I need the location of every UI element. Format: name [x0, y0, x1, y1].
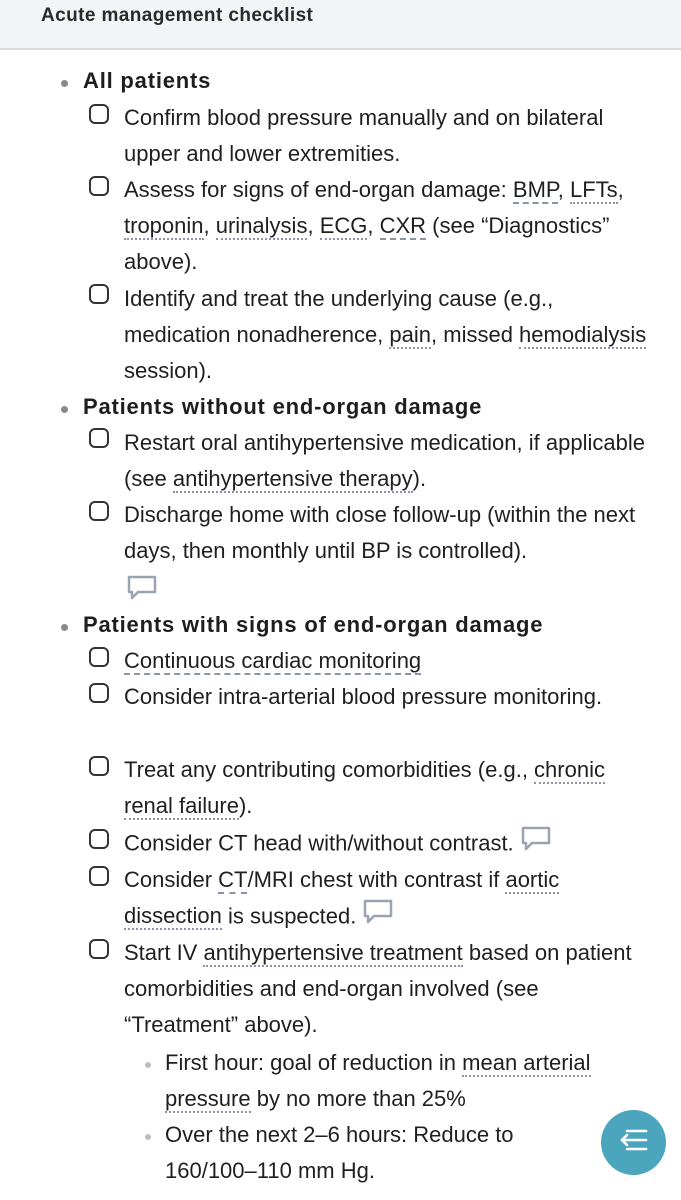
comment-icon[interactable]	[126, 574, 158, 607]
link-hemodialysis[interactable]: hemodialysis	[519, 322, 647, 347]
checkbox-comorbidities[interactable]	[89, 756, 109, 776]
checklist-item-comorbidities: Treat any contributing comorbidities (e.g., chronic renal failure).	[124, 757, 605, 818]
checkbox-discharge-home[interactable]	[89, 501, 109, 521]
link-cxr[interactable]: CXR	[379, 213, 427, 238]
link-chronic-renal-failure[interactable]: chronic renal failure	[124, 757, 605, 818]
link-troponin[interactable]: troponin	[124, 213, 204, 238]
checklist-item-discharge-home: Discharge home with close follow-up (within the next days, then monthly until BP is controlled).	[124, 502, 636, 563]
checkbox-restart-oral[interactable]	[89, 428, 109, 448]
sub-bullet	[145, 1134, 151, 1140]
header-bar	[0, 0, 681, 50]
link-antihypertensive-treatment[interactable]: antihypertensive treatment	[203, 940, 463, 965]
subitem-first-hour: First hour: goal of reduction in mean arterial pressure by no more than 25%	[165, 1050, 591, 1111]
comment-icon[interactable]	[362, 898, 394, 937]
link-mean-arterial-pressure[interactable]: mean arterial pressure	[165, 1050, 591, 1111]
link-antihypertensive-therapy[interactable]: antihypertensive therapy	[172, 466, 413, 491]
link-cardiac-monitoring[interactable]: Continuous cardiac monitoring	[124, 648, 422, 673]
page-title: Acute management checklist	[41, 5, 314, 26]
section-bullet	[61, 406, 68, 413]
link-urinalysis[interactable]: urinalysis	[215, 213, 308, 238]
checklist-item-confirm-bp: Confirm blood pressure manually and on bilateral upper and lower extremities.	[124, 105, 604, 166]
checklist-item-ct-head: Consider CT head with/without contrast.	[124, 825, 654, 864]
section-title-all-patients: All patients	[83, 68, 212, 93]
checklist-item-cardiac-monitoring	[124, 643, 654, 679]
section-title-without-damage: Patients without end-organ damage	[83, 394, 483, 419]
list-back-icon	[619, 1127, 649, 1158]
link-aortic-dissection[interactable]: aortic dissection	[124, 867, 560, 929]
checkbox-identify-cause[interactable]	[89, 284, 109, 304]
section-bullet	[61, 80, 68, 87]
checkbox-ct-mri-chest[interactable]	[89, 866, 109, 886]
checkbox-iv-treatment[interactable]	[89, 939, 109, 959]
checklist-item-identify-cause: Identify and treat the underlying cause (e.g., medication nonadherence, pain, missed hemodialysis session).	[124, 286, 647, 383]
link-lfts[interactable]: LFTs	[569, 177, 618, 202]
checkbox-confirm-bp[interactable]	[89, 104, 109, 124]
checklist-item-restart-oral: Restart oral antihypertensive medication, if applicable (see antihypertensive therapy).	[124, 430, 645, 491]
checklist-item-intra-arterial: Consider intra-arterial blood pressure monitoring.	[124, 684, 603, 709]
link-ecg[interactable]: ECG	[319, 213, 368, 238]
checklist-item-iv-treatment: Start IV antihypertensive treatment based on patient comorbidities and end-organ involved (see “Treatment” above).	[124, 940, 632, 1037]
comment-icon[interactable]	[520, 825, 552, 864]
checkbox-ct-head[interactable]	[89, 829, 109, 849]
subitem-next-hours: Over the next 2–6 hours: Reduce to 160/100–110 mm Hg.	[165, 1122, 514, 1183]
checklist-item-assess-damage: Assess for signs of end-organ damage: BMP, LFTs, troponin, urinalysis, ECG, CXR (see “Diagnostics” above).	[124, 177, 624, 274]
link-ct[interactable]: CT	[218, 867, 248, 892]
checkbox-cardiac-monitoring[interactable]	[89, 647, 109, 667]
checkbox-intra-arterial[interactable]	[89, 683, 109, 703]
checklist-item-ct-mri-chest: Consider CT/MRI chest with contrast if aortic dissection is suspected.	[124, 862, 654, 937]
checkbox-assess-damage[interactable]	[89, 176, 109, 196]
link-bmp[interactable]: BMP	[512, 177, 558, 202]
link-pain[interactable]: pain	[389, 322, 432, 347]
section-title-with-damage: Patients with signs of end-organ damage	[83, 612, 544, 637]
list-back-button[interactable]	[601, 1110, 666, 1175]
section-bullet	[61, 624, 68, 631]
sub-bullet	[145, 1062, 151, 1068]
